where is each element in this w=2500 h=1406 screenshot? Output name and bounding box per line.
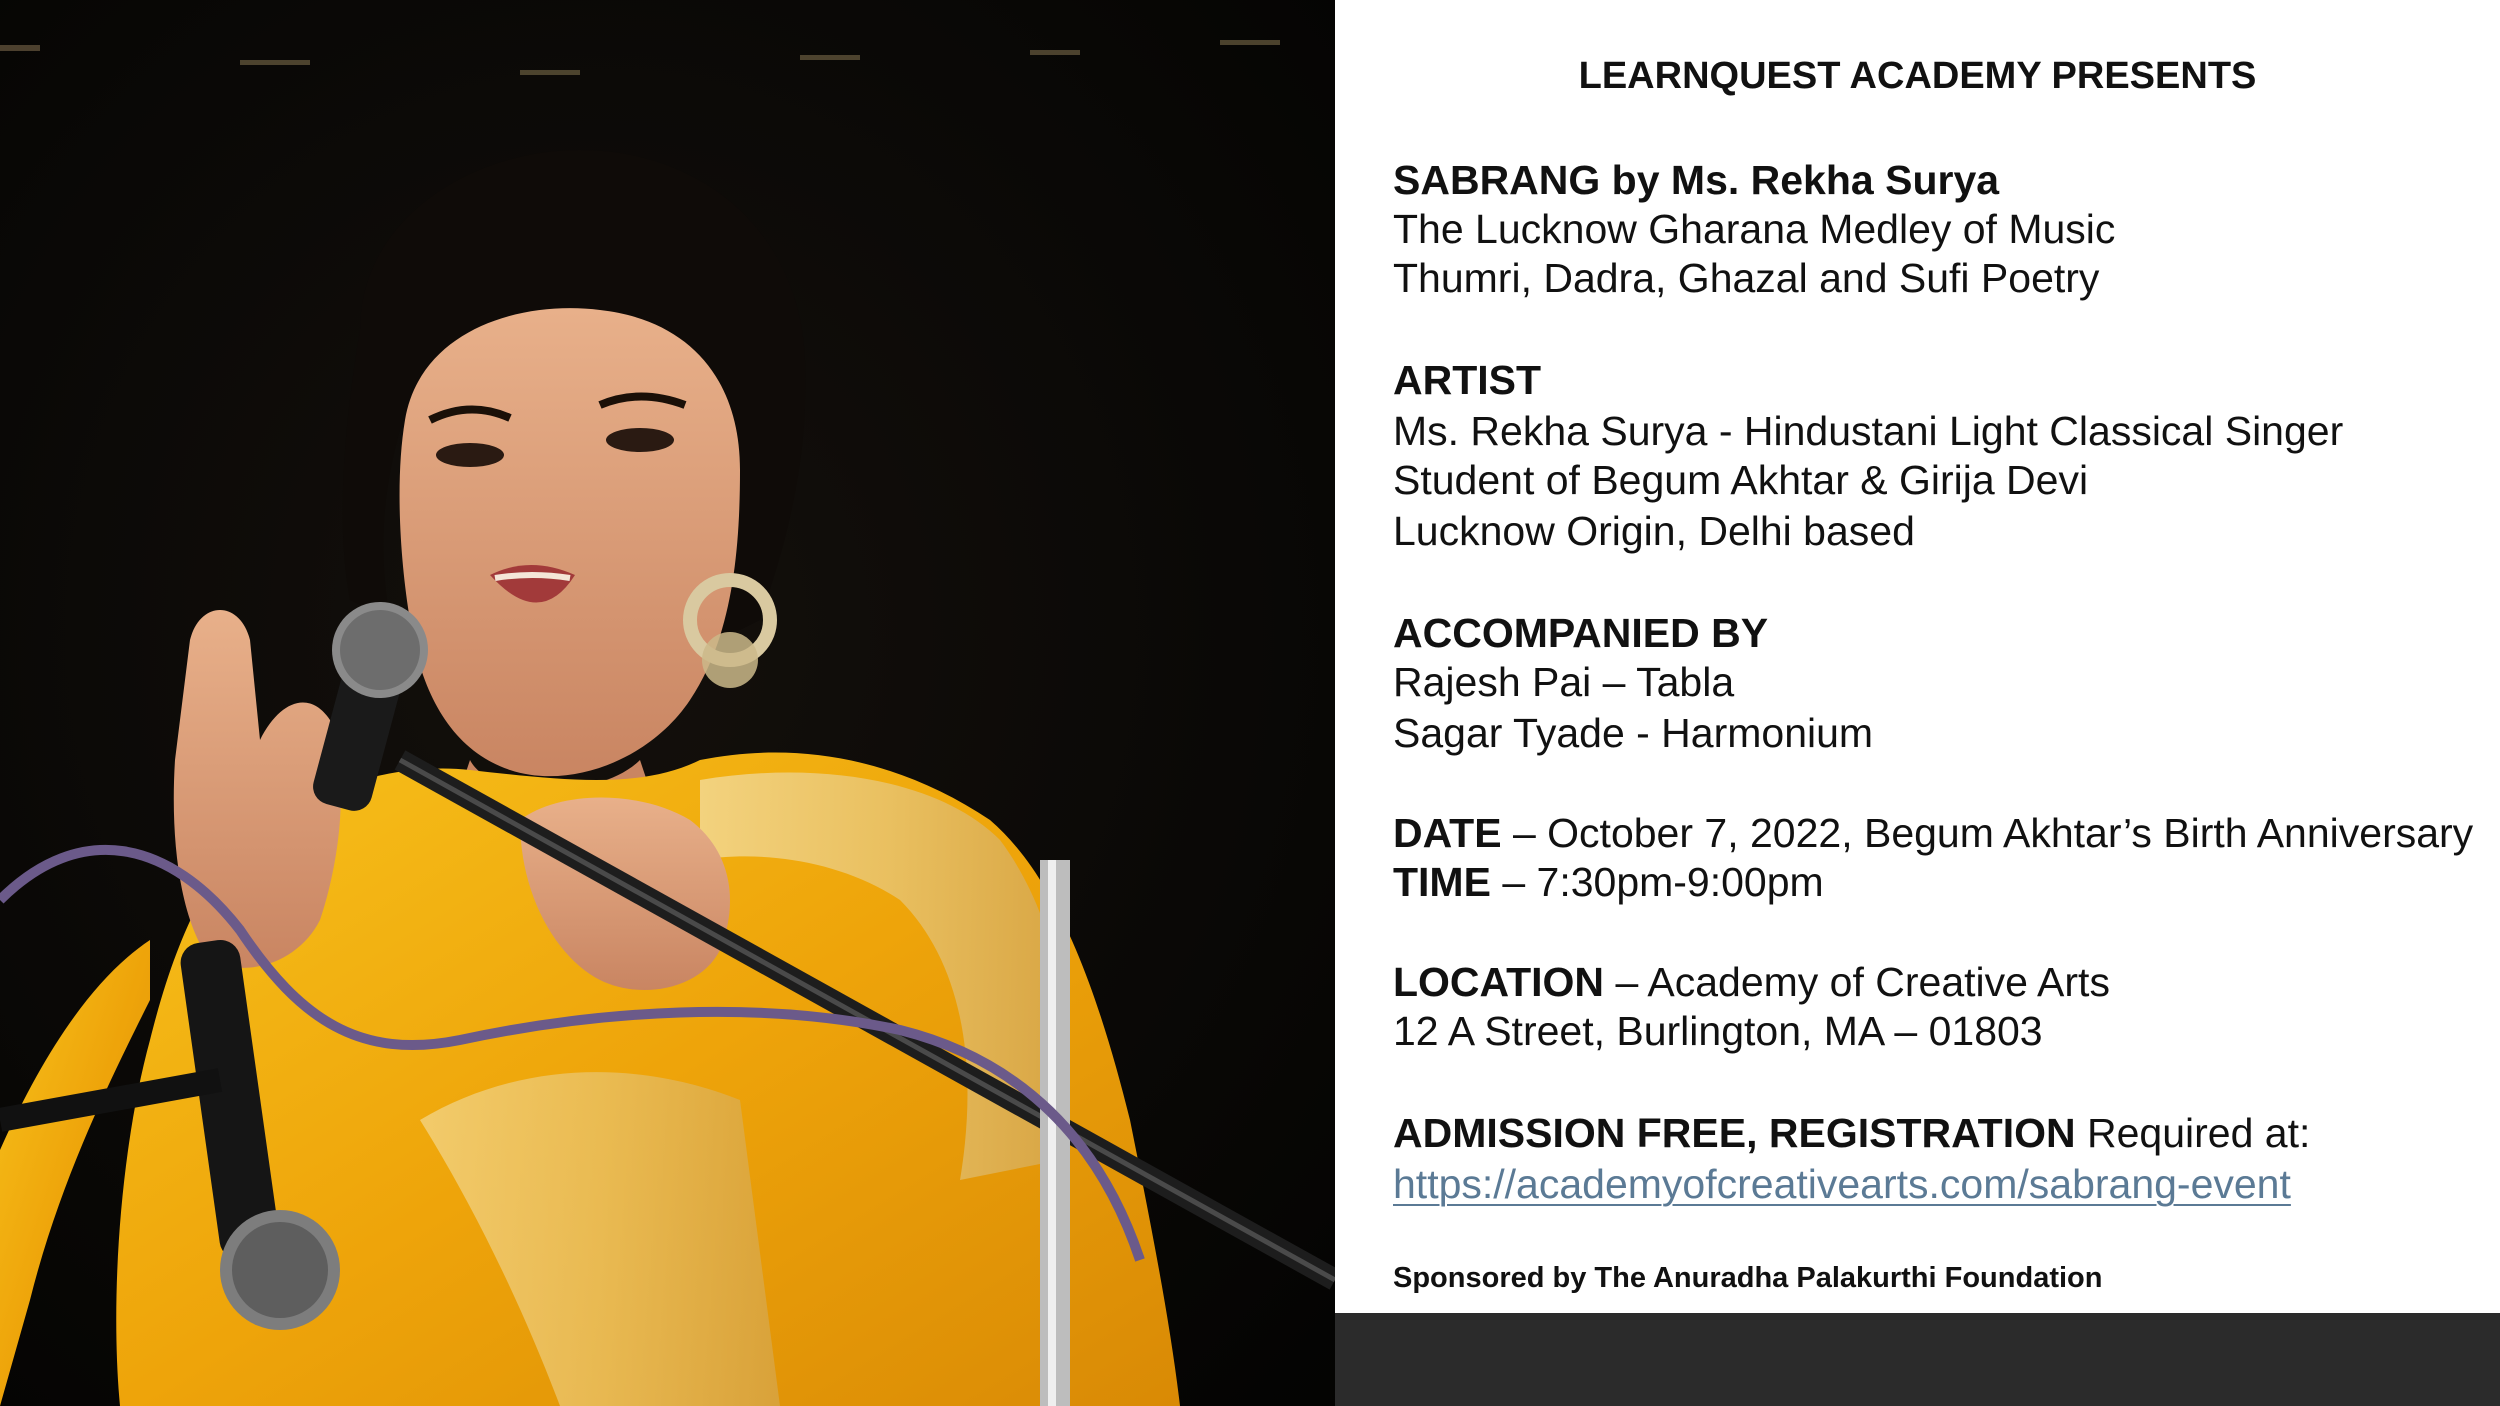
accompanied-heading-text: ACCOMPANIED BY <box>1393 610 1769 656</box>
location-line <box>1393 957 2110 1007</box>
time-line <box>1393 857 1824 907</box>
registration-link[interactable]: https://academyofcreativearts.com/sabrang-event <box>1393 1161 2291 1207</box>
accompanied-heading <box>1393 608 1768 658</box>
admission-label: ADMISSION FREE, REGISTRATION <box>1393 1110 2076 1156</box>
event-subtitle-1: The Lucknow Gharana Medley of Music <box>1393 206 2116 252</box>
event-title <box>1393 155 1999 205</box>
artist-heading <box>1393 355 1541 405</box>
artist-heading-text: ARTIST <box>1393 357 1542 403</box>
registration-link-row <box>1393 1159 2291 1209</box>
admission-value: Required at: <box>2075 1110 2311 1156</box>
accompanist-tabla: Rajesh Pai – Tabla <box>1393 659 1735 705</box>
artist-line-2: Student of Begum Akhtar & Girija Devi <box>1393 457 2089 503</box>
footer-bar <box>1335 1313 2500 1406</box>
date-label: DATE <box>1393 810 1502 856</box>
accompanist-harmonium: Sagar Tyade - Harmonium <box>1393 710 1874 756</box>
presenter-heading: LEARNQUEST ACADEMY PRESENTS <box>1578 55 2257 97</box>
location-label: LOCATION <box>1393 959 1605 1005</box>
location-address: 12 A Street, Burlington, MA – 01803 <box>1393 1008 2043 1054</box>
location-value: – Academy of Creative Arts <box>1604 959 2110 1005</box>
admission-line <box>1393 1108 2310 1158</box>
date-line <box>1393 808 2473 858</box>
event-title-text: SABRANG by Ms. Rekha Surya <box>1393 157 2000 203</box>
artist-line-1: Ms. Rekha Surya - Hindustani Light Classical Singer <box>1393 408 2344 454</box>
artist-line-3: Lucknow Origin, Delhi based <box>1393 508 1915 554</box>
time-value: – 7:30pm-9:00pm <box>1490 859 1824 905</box>
time-label: TIME <box>1393 859 1491 905</box>
date-value: – October 7, 2022, Begum Akhtar’s Birth Anniversary <box>1501 810 2474 856</box>
event-info-panel <box>1335 0 2500 1313</box>
event-subtitle-2: Thumri, Dadra, Ghazal and Sufi Poetry <box>1393 255 2100 301</box>
sponsor-line: Sponsored by The Anuradha Palakurthi Foundation <box>1393 1262 2103 1294</box>
